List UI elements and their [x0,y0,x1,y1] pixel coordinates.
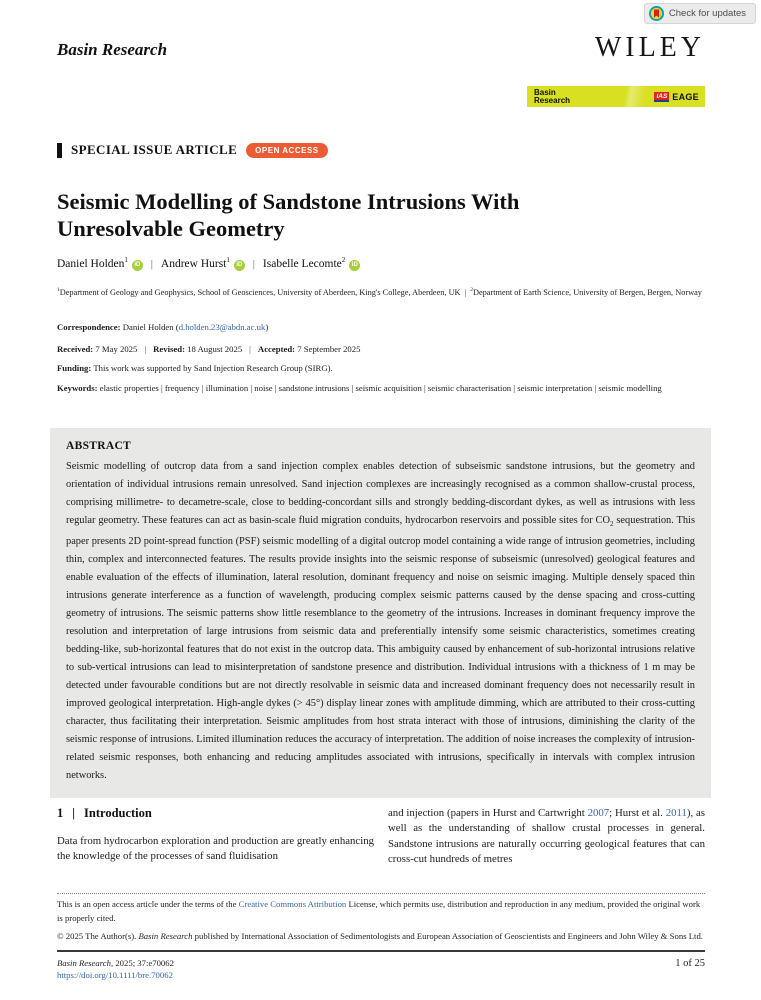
author-separator: | [150,258,153,270]
ias-logo: IAS [656,92,668,100]
copyright-text [57,930,705,944]
check-for-updates-label: Check for updates [668,8,746,19]
received-label: Received: [57,344,94,354]
correspondence-close: ) [265,322,269,332]
author-list [57,256,360,271]
abstract-text [66,458,695,785]
intro-right-post: ), as well as the understanding of shallow crustal processes in general. Sandstone intrusions are naturally occurring geological features that can cross-cut hundreds of metres [388,807,705,866]
abstract-section [50,428,711,798]
footer-dotted-rule [57,893,705,894]
license-pre: This is an open access article under the terms of the [57,899,239,909]
funding-text: This work was supported by Sand Injection Research Group (SIRG). [93,363,333,373]
page-footer [57,893,705,982]
affiliation-2-text: Department of Earth Science, University of Bergen, Bergen, Norway [472,287,702,297]
citation-link-2007[interactable]: 2007 [587,807,610,819]
copyright-post: published by International Association of Sedimentologists and European Association of Geoscientists and Engineers and John Wiley & Sons Ltd. [192,931,703,941]
crossmark-icon [649,6,664,21]
license-post: License, which permits use, distribution and reproduction in any medium, provided the original work is properly cited. [57,899,701,923]
author-1 [57,258,143,270]
author-separator: | [252,258,255,270]
correspondence-line [57,322,697,332]
section-heading [57,806,374,821]
keywords-line [57,382,682,395]
keywords-text: elastic properties | frequency | illumination | noise | sandstone intrusions | seismic acquisition | seismic characterisation | seismic interpretation | seismic modelling [99,383,662,393]
journal-banner [527,86,705,107]
affiliations [57,284,709,299]
co2-subscript: 2 [610,520,614,529]
wiley-logo: WILEY [594,32,705,63]
license-text [57,898,705,925]
section-title: Introduction [84,806,152,820]
author-3 [263,258,360,270]
history-line [57,344,697,354]
funding-line [57,363,697,373]
affiliation-1-text: Department of Geology and Geophysics, School of Geosciences, University of Aberdeen, King's College, Aberdeen, UK [59,287,461,297]
intro-column-right [388,806,705,868]
citation-link-2011[interactable]: 2011 [665,807,687,819]
history-separator: | [249,344,251,354]
article-title: Seismic Modelling of Sandstone Intrusions With Unresolvable Geometry [57,189,520,241]
citation-footer [57,957,705,982]
cc-license-link[interactable]: Creative Commons Attribution [238,899,347,909]
section-heading-separator: | [72,806,76,820]
abstract-heading: ABSTRACT [66,440,132,452]
affiliation-1-marker: 1 [57,287,60,293]
author-2-affiliation-ref: 1 [226,256,230,264]
abstract-part2: sequestration. This paper presents 2D point-spread function (PSF) seismic modelling of a digital outcrop model containing a wide range of intrusion geometries, including thin, complex and interconnected features. The results provide insights into the seismic response of subseismic (unresolved) geological features and enable evaluation of the effects of illumination, lateral resolution, dominant frequency and noise on seismic imaging. Multiple densely spaced thin intrusions generate interference as a function of wavelength, producing complex seismic patterns caused by the dense spacing and cross-cutting geometry of intrusions. The seismic patterns show little resemblance to the geometry of the intrusions. Increases in dominant frequency improve the resolution and interpretation of large intrusions from seismic data and preferentially intensify some seismic characteristics, sometimes creating bedding-like, sub-horizontal features that do not exist in the outcrop data. This ambiguity caused by enhancement of sub-horizontal intrusions relative to sub-vertical intrusions can lead to misinterpretation of sandstone presence and distribution. Individual intrusions with a thickness of 1 m may be detected under favourable conditions but are not directly resolvable in seismic data and increased dominant frequency does not necessarily result in improved geological interpretation. High-angle dykes (> 45°) display linear zones with amplitude dimming, which are attributed to their cross-cutting character, thus facilitating their interpretation. Seismic amplitudes from host strata interact with those of intrusions, diminishing the clarity of the seismic response of intrusions. Limited illumination reduces the accuracy of interpretation. The addition of noise increases the complexity of intrusion-related seismic responses, both enhancing and reducing amplitudes associated with intrusions, specifically in intervals with complex intrusion networks. [66,515,695,782]
intro-right-pre: and injection (papers in Hurst and Cartwright [388,807,588,819]
journal-reference-line [57,957,174,970]
reference-journal-name: Basin Research [57,957,111,968]
orcid-icon[interactable]: iD [234,260,245,271]
correspondence-email-link[interactable]: d.holden.23@abdn.ac.uk [178,322,266,332]
correspondence-label: Correspondence: [57,322,121,332]
abstract-part1: Seismic modelling of outcrop data from a sand injection complex enables detection of subseismic sandstone intrusions, but the geometry and orientation of individual intrusions remain unresolved. Sand injection complexes are increasingly recognised as a common shallow-crustal process, comprising millimetre- to decametre-scale, close to bedding-concordant sills and strongly bedding-discordant dykes, as well as intrusions with less regular geometry. These features can act as basin-scale fluid migration conduits, hydrocarbon reservoirs and possible sites for CO [66,461,695,526]
correspondence-name: Daniel Holden ( [120,322,179,332]
journal-reference [57,957,174,982]
intro-paragraph-left: Data from hydrocarbon exploration and production are greatly enhancing the knowledge of the processes of sand fluidisation [57,835,374,863]
article-type-row [57,142,328,158]
keywords-label: Keywords: [57,383,98,393]
footer-rule [57,950,705,952]
author-1-name: Daniel Holden [57,257,125,270]
article-type-label: SPECIAL ISSUE ARTICLE [71,142,238,157]
intro-column-left [57,806,374,868]
intro-right-mid: ; Hurst et al. [609,807,666,819]
author-1-affiliation-ref: 1 [124,256,128,264]
check-for-updates-button[interactable] [644,3,756,24]
revised-date: 18 August 2025 [187,344,243,354]
eage-logo: EAGE [672,91,699,102]
author-3-affiliation-ref: 2 [341,256,346,264]
history-separator: | [144,344,147,354]
funding-label: Funding: [57,363,92,373]
banner-journal-title [534,89,570,104]
accepted-date: 7 September 2025 [297,344,361,354]
doi-link[interactable]: https://doi.org/10.1111/bre.70062 [57,970,173,980]
introduction-section [57,806,705,868]
banner-logos [654,92,699,102]
author-3-name: Isabelle Lecomte [262,257,342,270]
revised-label: Revised: [153,344,185,354]
section-number: 1 [57,806,64,820]
article-type-bar [57,143,62,158]
accepted-label: Accepted: [257,344,296,354]
reference-volume: , 2025; 37:e70062 [110,957,174,968]
affiliation-2-marker: 2 [470,287,473,293]
journal-name: Basin Research [57,40,168,59]
intro-paragraph-right [388,806,705,868]
banner-title-line2: Research [534,95,571,105]
banner-title-line1: Basin [534,88,556,97]
copyright-pre: © 2025 The Author(s). [57,931,139,941]
page-number: 1 of 25 [675,957,705,969]
affiliation-separator: | [464,287,467,297]
orcid-icon[interactable]: iD [349,260,360,271]
author-2 [161,258,245,270]
author-2-name: Andrew Hurst [160,257,227,270]
orcid-icon[interactable]: iD [132,260,143,271]
open-access-badge[interactable]: OPEN ACCESS [246,143,327,158]
copyright-journal-name: Basin Research [138,931,193,941]
received-date: 7 May 2025 [95,344,138,354]
